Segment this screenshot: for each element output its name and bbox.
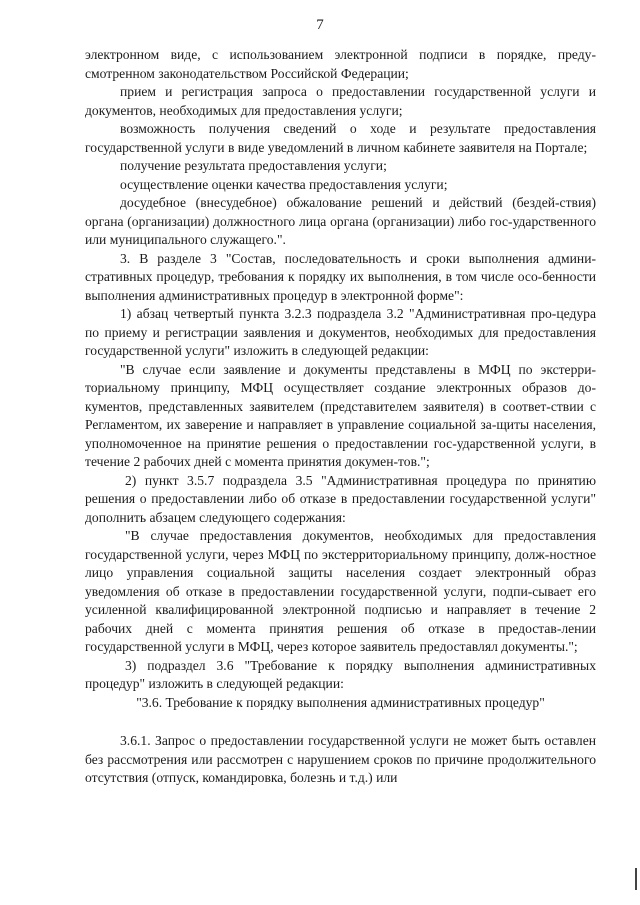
document-body [85,46,596,788]
paragraph: 2) пункт 3.5.7 подраздела 3.5 "Административная процедура по принятию решения о предоставлении либо об отказе в предоставлении государственной услуги" дополнить абзацем следующего содержания: [85,472,596,525]
page-number: 7 [316,17,324,33]
paragraph: получение результата предоставления услуги; [120,158,387,173]
paragraph: возможность получения сведений о ходе и результате предоставления государственной услуги в виде уведомлений в личном кабинете заявителя на Портале; [85,121,596,155]
paragraph: 1) абзац четвертый пункта 3.2.3 подраздела 3.2 "Административная про-цедура по приему и регистрации заявления и документов, необходимых для предоставления государственной услуги" изложить в следующей редакции: [85,306,596,358]
paragraph: 3) подраздел 3.6 "Требование к порядку выполнения административных процедур" изложить в следующей редакции: [85,657,596,691]
quoted-paragraph: "В случае если заявление и документы представлены в МФЦ по экстерри-ториальному принципу, МФЦ осуществляет создание электронных образов до-кументов, представленных заявителем (представителем заявителя) в соответ-ствии с Регламентом, их заверение и направляет в управление социальной за-щиты населения, уполномоченное на принятие решения о предоставлении гос-ударственной услуги, в течение 2 рабочих дней с момента принятия докумен-тов."; [85,361,596,469]
paragraph: прием и регистрация запроса о предоставлении государственной услуги и документов, необходимых для предоставления услуги; [85,84,596,118]
paragraph: 3.6.1. Запрос о предоставлении государственной услуги не может быть оставлен без рассмотрения или рассмотрен с нарушением сроков по причине продолжительного отсутствия (отпуск, командировка, болезнь и т.д.) или [85,733,596,785]
paragraph: досудебное (внесудебное) обжалование решений и действий (бездей-ствия) органа (организации) должностного лица органа (организации) либо гос-ударственного или муниципального служащего.". [85,195,596,247]
quoted-paragraph: "В случае предоставления документов, необходимых для предоставления государственной услуги, через МФЦ по экстерриториальному принципу, долж-ностное лицо управления социальной защиты населения создает электронный образ уведомления об отказе в предоставлении государственной услуги, подпи-сывает его усиленной квалифицированной электронной подписью и направляет в течение 2 рабочих дней с момента принятия решения об отказе в предостав-лении государственной услуги в МФЦ, через которое заявитель предоставлял документы."; [85,528,596,654]
paragraph: 3. В разделе 3 "Состав, последовательность и сроки выполнения админи-стративных процедур, требования к порядку их выполнения, в том числе осо-бенности выполнения административных процедур в электронной форме": [85,250,596,303]
paragraph: электронном виде, с использованием электронной подписи в порядке, преду-смотренном законодательством Российской Федерации; [85,47,596,81]
paragraph: осуществление оценки качества предоставления услуги; [120,176,448,192]
section-heading: "3.6. Требование к порядку выполнения административных процедур" [136,694,545,710]
scan-edge-mark [635,868,637,890]
